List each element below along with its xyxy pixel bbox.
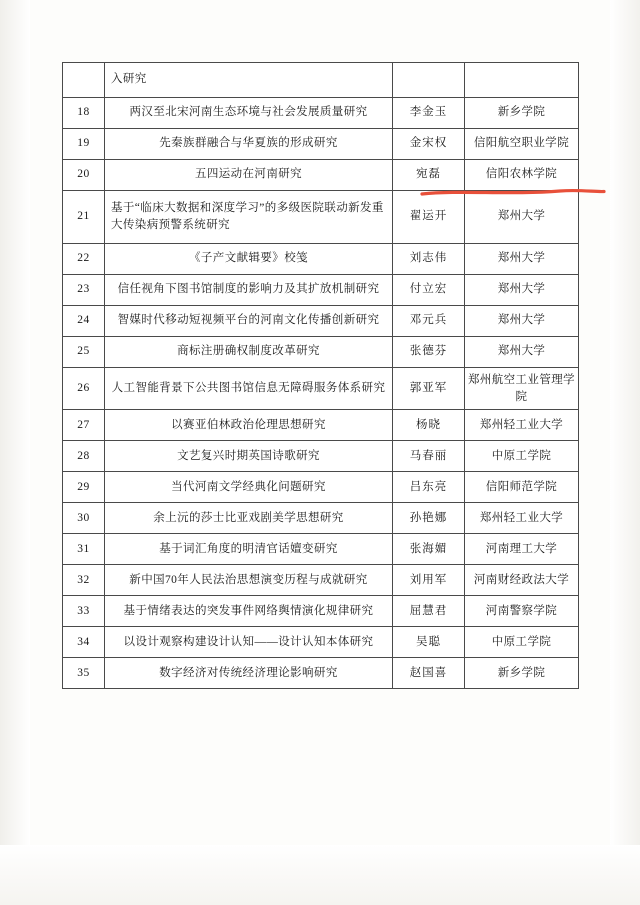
cell-number: 19 [63,129,105,160]
cell-title: 基于词汇角度的明清官话嬗变研究 [105,534,393,565]
cell-person [393,63,465,98]
cell-person: 邓元兵 [393,306,465,337]
cell-title: 当代河南文学经典化问题研究 [105,472,393,503]
cell-person: 翟运开 [393,191,465,244]
cell-org: 郑州大学 [465,337,579,368]
table-row [63,244,579,275]
cell-org: 郑州轻工业大学 [465,410,579,441]
cell-title: 新中国70年人民法治思想演变历程与成就研究 [105,565,393,596]
cell-org: 河南财经政法大学 [465,565,579,596]
cell-title: 两汉至北宋河南生态环境与社会发展质量研究 [105,98,393,129]
cell-number: 24 [63,306,105,337]
cell-title: 以设计观察构建设计认知——设计认知本体研究 [105,627,393,658]
cell-person: 赵国喜 [393,658,465,689]
cell-number: 30 [63,503,105,534]
cell-number: 22 [63,244,105,275]
table-row [63,160,579,191]
cell-org: 中原工学院 [465,627,579,658]
cell-title: 入研究 [105,63,393,98]
cell-title: 基于“临床大数据和深度学习”的多级医院联动新发重大传染病预警系统研究 [105,191,393,244]
table-row [63,658,579,689]
table-row [63,627,579,658]
table-row [63,129,579,160]
cell-title: 五四运动在河南研究 [105,160,393,191]
cell-org: 新乡学院 [465,98,579,129]
cell-org: 郑州轻工业大学 [465,503,579,534]
cell-person: 屈慧君 [393,596,465,627]
cell-title: 数字经济对传统经济理论影响研究 [105,658,393,689]
paper-edge-bottom [0,845,640,905]
cell-person: 郭亚军 [393,368,465,410]
cell-number: 28 [63,441,105,472]
cell-number: 18 [63,98,105,129]
cell-person: 马春丽 [393,441,465,472]
cell-title: 《子产文献辑要》校笺 [105,244,393,275]
cell-title: 文艺复兴时期英国诗歌研究 [105,441,393,472]
cell-title: 余上沅的莎士比亚戏剧美学思想研究 [105,503,393,534]
cell-person: 张海媚 [393,534,465,565]
project-list-table-container [62,62,578,689]
cell-org [465,63,579,98]
project-list-table [62,62,579,689]
cell-org: 信阳农林学院 [465,160,579,191]
cell-org: 郑州大学 [465,244,579,275]
cell-person: 杨晓 [393,410,465,441]
cell-org: 新乡学院 [465,658,579,689]
table-row [63,306,579,337]
cell-title: 智媒时代移动短视频平台的河南文化传播创新研究 [105,306,393,337]
cell-number: 20 [63,160,105,191]
cell-title: 商标注册确权制度改革研究 [105,337,393,368]
cell-org: 郑州大学 [465,191,579,244]
cell-number: 31 [63,534,105,565]
cell-person: 刘志伟 [393,244,465,275]
table-body [63,63,579,689]
cell-org: 河南理工大学 [465,534,579,565]
cell-number: 34 [63,627,105,658]
cell-person: 宛磊 [393,160,465,191]
cell-number: 35 [63,658,105,689]
table-row [63,98,579,129]
cell-number: 33 [63,596,105,627]
cell-title: 以赛亚伯林政治伦理思想研究 [105,410,393,441]
cell-number: 29 [63,472,105,503]
cell-org: 信阳航空职业学院 [465,129,579,160]
table-row [63,337,579,368]
cell-person: 吴聪 [393,627,465,658]
cell-org: 郑州大学 [465,306,579,337]
cell-number: 27 [63,410,105,441]
cell-number: 32 [63,565,105,596]
cell-org: 郑州大学 [465,275,579,306]
cell-person: 吕东亮 [393,472,465,503]
cell-number: 21 [63,191,105,244]
table-row [63,441,579,472]
cell-person: 张德芬 [393,337,465,368]
paper-edge-right [610,0,640,905]
cell-title: 先秦族群融合与华夏族的形成研究 [105,129,393,160]
cell-person: 孙艳娜 [393,503,465,534]
table-row [63,410,579,441]
cell-number: 25 [63,337,105,368]
cell-number [63,63,105,98]
cell-number: 23 [63,275,105,306]
cell-org: 中原工学院 [465,441,579,472]
cell-number: 26 [63,368,105,410]
table-row [63,191,579,244]
paper-edge-left [0,0,30,905]
cell-person: 李金玉 [393,98,465,129]
cell-org: 信阳师范学院 [465,472,579,503]
table-row [63,534,579,565]
table-row-continued [63,63,579,98]
cell-title: 人工智能背景下公共图书馆信息无障碍服务体系研究 [105,368,393,410]
cell-person: 金宋权 [393,129,465,160]
table-row [63,275,579,306]
cell-person: 刘用军 [393,565,465,596]
cell-org: 河南警察学院 [465,596,579,627]
cell-person: 付立宏 [393,275,465,306]
table-row [63,472,579,503]
table-row [63,368,579,410]
table-row [63,596,579,627]
table-row [63,503,579,534]
cell-title: 基于情绪表达的突发事件网络舆情演化规律研究 [105,596,393,627]
cell-title: 信任视角下图书馆制度的影响力及其扩放机制研究 [105,275,393,306]
table-row [63,565,579,596]
cell-org: 郑州航空工业管理学院 [465,368,579,410]
